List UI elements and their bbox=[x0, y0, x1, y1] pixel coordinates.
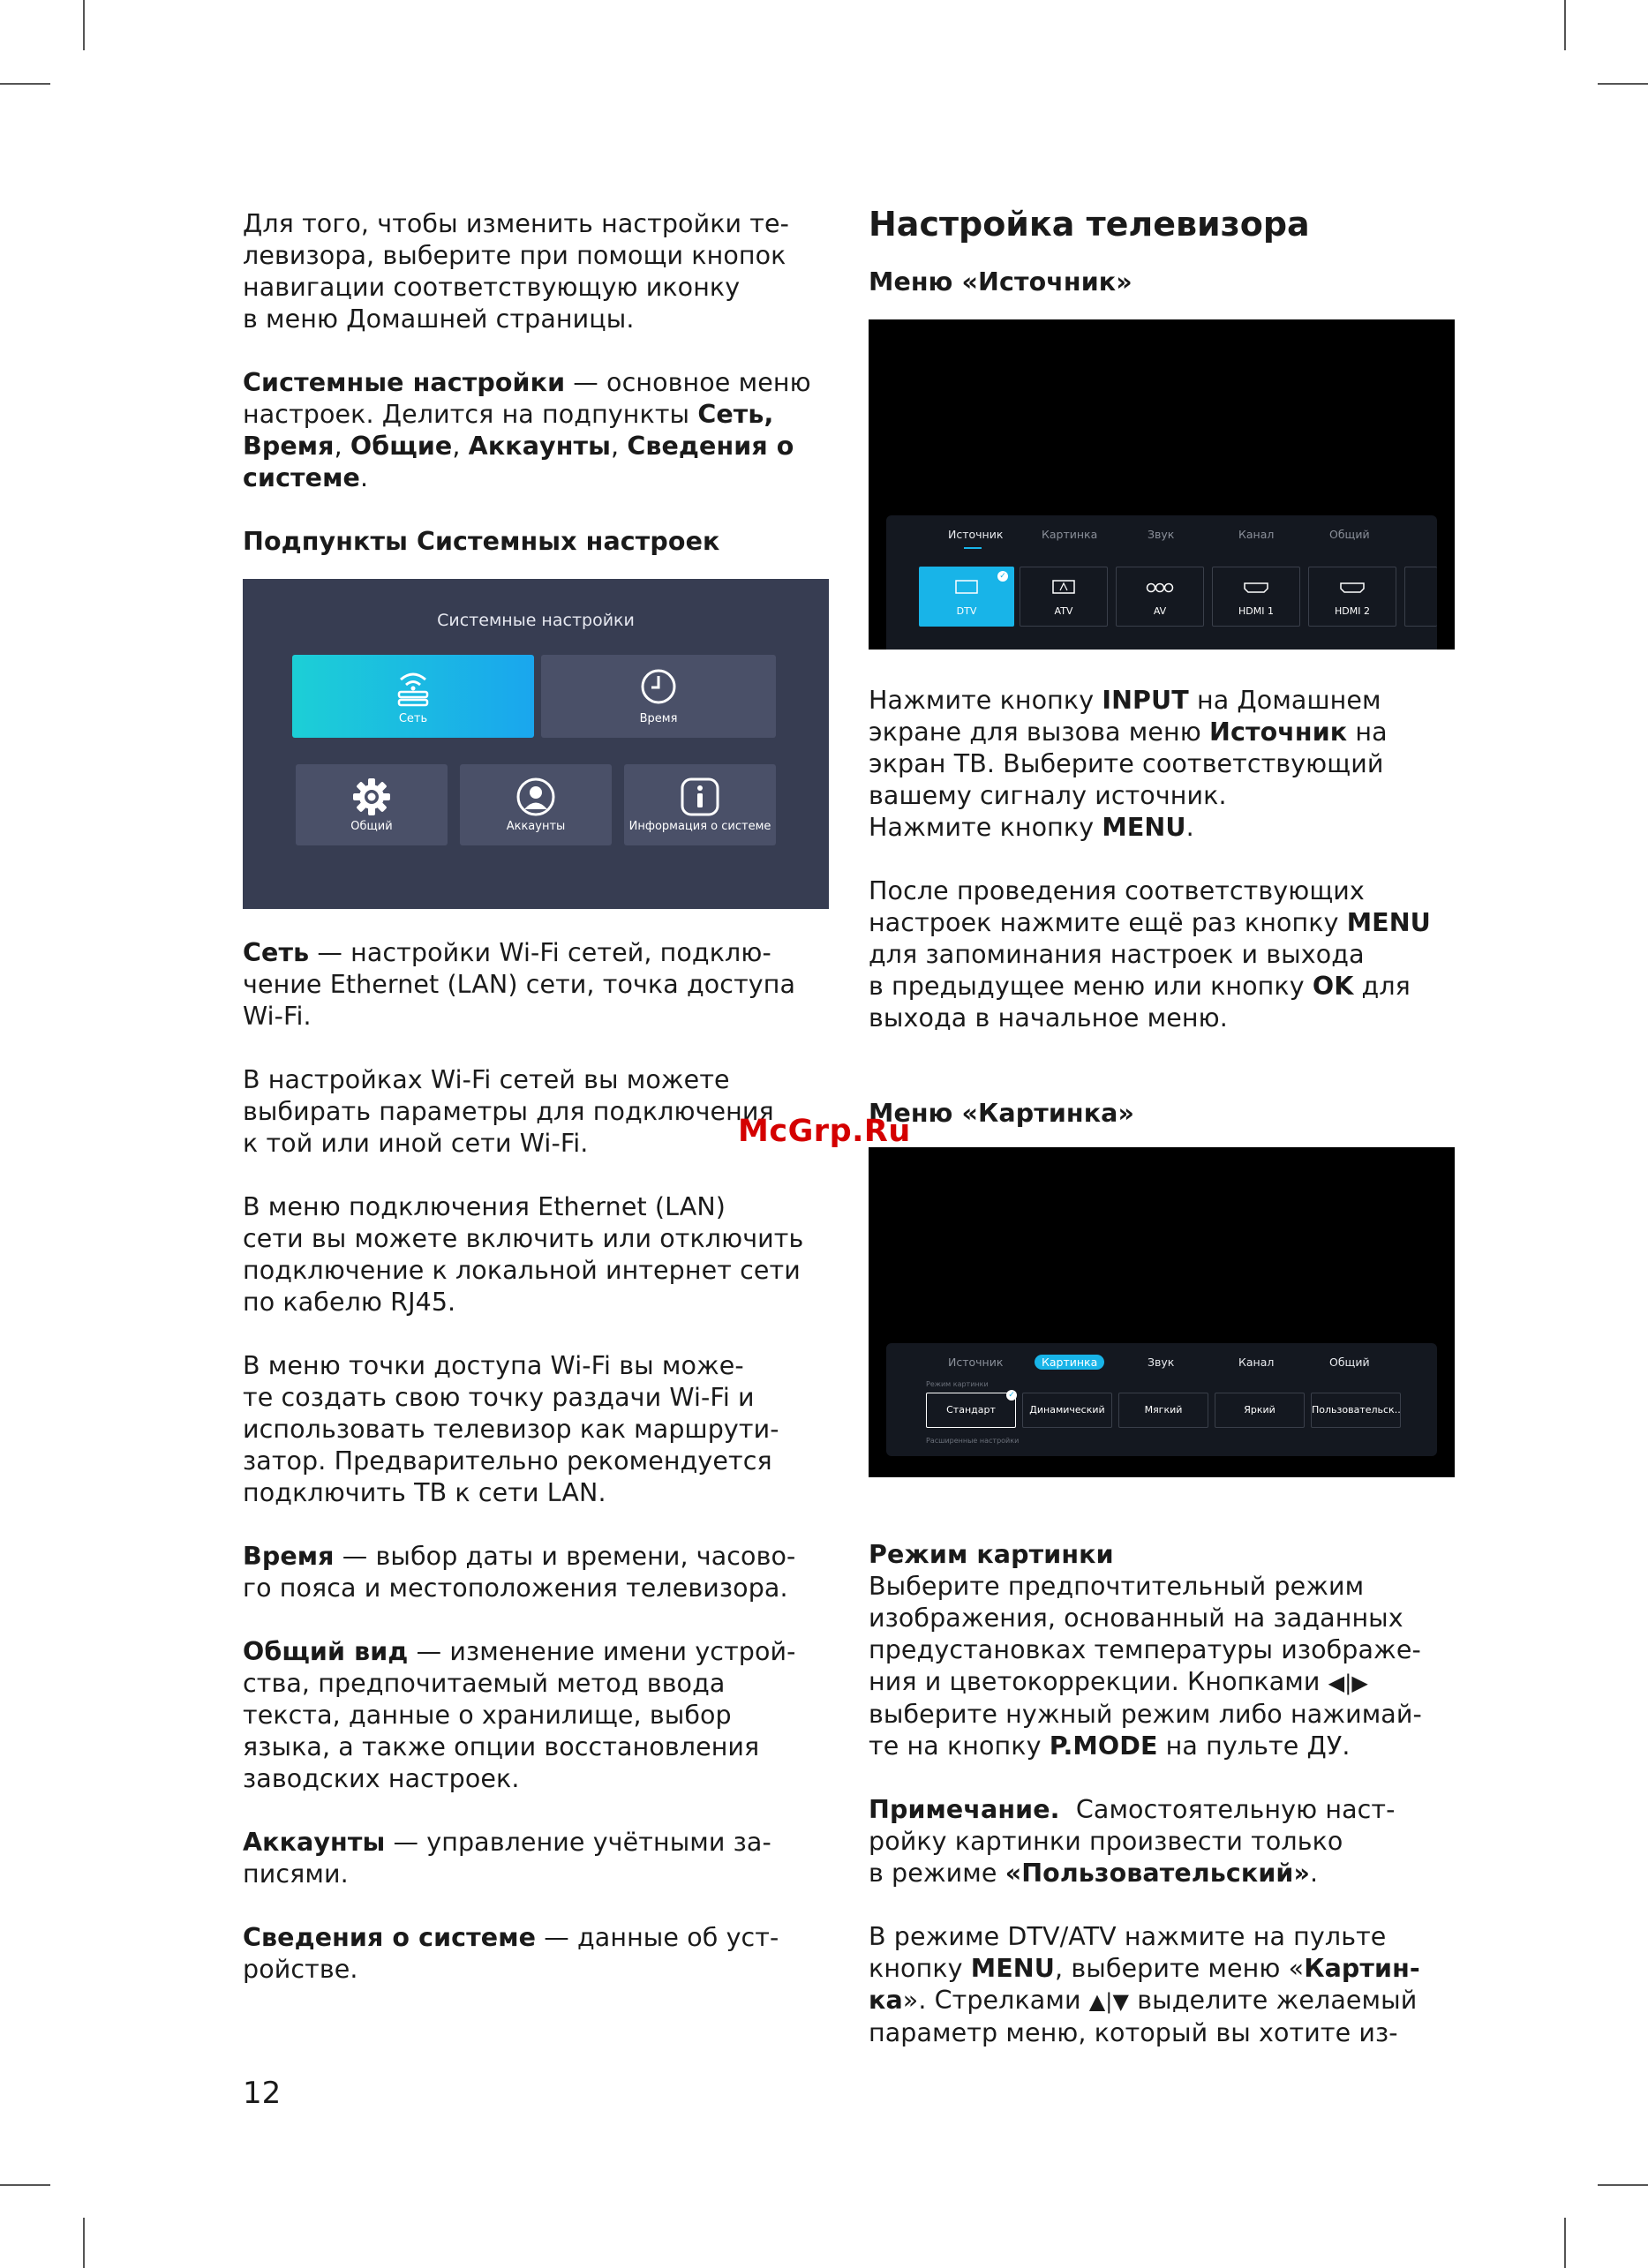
wifi-paragraph: В настройках Wi-Fi сетей вы можете выбирать параметры для подключения к той или иной сети Wi-Fi. bbox=[243, 1065, 774, 1158]
picture-menu-heading: Меню «Картинка» bbox=[869, 1099, 1135, 1128]
source-partial[interactable] bbox=[1404, 567, 1437, 627]
right-column bbox=[869, 201, 1456, 2049]
hdmi-icon bbox=[1338, 580, 1366, 596]
menu-tabs bbox=[886, 1356, 1437, 1377]
tile-label: Сеть bbox=[398, 712, 428, 725]
tab-general[interactable]: Общий bbox=[1329, 1356, 1370, 1369]
picture-mode-label: Режим картинки bbox=[926, 1380, 989, 1388]
up-down-arrows-icon: ▲|▼ bbox=[1088, 1989, 1130, 2014]
clock-icon bbox=[637, 667, 680, 711]
crop-mark bbox=[83, 0, 85, 50]
crop-mark bbox=[1564, 0, 1566, 50]
picture-mode-paragraph: Режим картинки Выберите предпочтительный режим изображения, основанный на заданных предустановках температуры изображе- ния и цветокоррекции. Кнопками ◀|▶ выберите нужный режим либо нажимай- те на кнопку P.MODE на пульте ДУ. bbox=[869, 1540, 1422, 1761]
crop-mark bbox=[0, 2184, 50, 2186]
hotspot-paragraph: В меню точки доступа Wi-Fi вы може- те создать свою точку раздачи Wi-Fi и использовать телевизор как маршрути- затор. Предварительно рекомендуется подключить ТВ к сети LAN. bbox=[243, 1351, 779, 1507]
menu-tabs bbox=[886, 528, 1437, 549]
crop-mark bbox=[0, 83, 50, 85]
tab-sound[interactable]: Звук bbox=[1148, 1356, 1175, 1369]
time-paragraph: Время — выбор даты и времени, часово- го пояса и местоположения телевизора. bbox=[243, 1542, 796, 1603]
tile-time[interactable] bbox=[541, 655, 776, 738]
crop-mark bbox=[1598, 83, 1648, 85]
tab-channel[interactable]: Канал bbox=[1238, 1356, 1275, 1369]
page-title: Настройка телевизора bbox=[869, 205, 1310, 244]
check-icon: ✓ bbox=[1006, 1390, 1017, 1401]
tile-label: Общий bbox=[350, 820, 393, 833]
intro-paragraph: Для того, чтобы изменить настройки те- левизора, выберите при помощи кнопок навигации соответствующую иконку в меню Домашней страницы. bbox=[243, 209, 790, 334]
check-icon: ✓ bbox=[997, 571, 1008, 582]
tab-channel[interactable]: Канал bbox=[1238, 528, 1275, 541]
general-paragraph: Общий вид — изменение имени устрой- ства, предпочитаемый метод ввода текста, данные о хранилище, выбор языка, а также опции восстановления заводских настроек. bbox=[243, 1637, 796, 1793]
system-settings-screenshot bbox=[243, 579, 829, 909]
left-right-arrows-icon: ◀|▶ bbox=[1328, 1671, 1368, 1695]
mode-standard[interactable]: ✓ Стандарт bbox=[926, 1393, 1016, 1428]
sysinfo-paragraph: Сведения о системе — данные об уст- ройстве. bbox=[243, 1923, 779, 1984]
tile-accounts[interactable] bbox=[460, 764, 612, 845]
tile-network[interactable] bbox=[292, 655, 534, 738]
source-hdmi1[interactable]: HDMI 1 bbox=[1212, 567, 1300, 627]
crop-mark bbox=[83, 2218, 85, 2268]
system-settings-paragraph: Системные настройки — основное меню настроек. Делится на подпункты Сеть, Время, Общие, Аккаунты, Сведения о системе. bbox=[243, 368, 811, 492]
tile-label: Время bbox=[639, 712, 678, 725]
network-paragraph: Сеть — настройки Wi-Fi сетей, подклю- чение Ethernet (LAN) сети, точка доступа Wi-Fi. bbox=[243, 938, 796, 1031]
tab-source[interactable]: Источник bbox=[948, 528, 1004, 541]
source-atv[interactable]: ATV bbox=[1020, 567, 1108, 627]
watermark: McGrp.Ru bbox=[738, 1114, 911, 1149]
tab-sound[interactable]: Звук bbox=[1148, 528, 1175, 541]
picture-menu-screenshot bbox=[869, 1147, 1455, 1477]
router-icon bbox=[392, 667, 434, 711]
antenna-icon bbox=[1051, 580, 1076, 596]
screen-title: Системные настройки bbox=[437, 611, 635, 630]
source-dtv[interactable]: ✓ DTV bbox=[919, 567, 1014, 627]
note-paragraph: Примечание. Самостоятельную наст- ройку картинки произвести только в режиме «Пользовательский». bbox=[869, 1795, 1396, 1888]
source-hdmi2[interactable]: HDMI 2 bbox=[1308, 567, 1396, 627]
left-column bbox=[243, 208, 830, 1986]
hdmi-icon bbox=[1242, 580, 1270, 596]
source-menu-heading: Меню «Источник» bbox=[869, 267, 1133, 297]
source-av[interactable]: AV bbox=[1116, 567, 1204, 627]
tab-picture[interactable]: Картинка bbox=[1042, 528, 1098, 541]
menu-panel bbox=[886, 1343, 1437, 1456]
tab-source[interactable]: Источник bbox=[948, 1356, 1004, 1369]
after-settings-paragraph: После проведения соответствующих настроек нажмите ещё раз кнопку MENU для запоминания настроек и выхода в предыдущее меню или кнопку OK для выхода в начальное меню. bbox=[869, 876, 1431, 1033]
picture-mode-heading: Режим картинки bbox=[869, 1540, 1114, 1569]
menu-panel bbox=[886, 515, 1437, 650]
tab-general[interactable]: Общий bbox=[1329, 528, 1370, 541]
crop-mark bbox=[1564, 2218, 1566, 2268]
accounts-paragraph: Аккаунты — управление учётными за- писями. bbox=[243, 1828, 771, 1889]
user-icon bbox=[515, 777, 556, 821]
dtv-atv-paragraph: В режиме DTV/ATV нажмите на пульте кнопку MENU, выберите меню «Картин- ка». Стрелками ▲|▼ выделите желаемый параметр меню, который вы хотите из- bbox=[869, 1922, 1420, 2047]
page-number: 12 bbox=[243, 2076, 282, 2111]
input-paragraph: Нажмите кнопку INPUT на Домашнем экране для вызова меню Источник на экран ТВ. Выберите соответствующий вашему сигналу источник. Нажмите кнопку MENU. bbox=[869, 686, 1388, 842]
mode-dynamic[interactable]: Динамический bbox=[1022, 1393, 1112, 1428]
info-icon bbox=[680, 777, 720, 821]
ethernet-paragraph: В меню подключения Ethernet (LAN) сети вы можете включить или отключить подключение к локальной интернет сети по кабелю RJ45. bbox=[243, 1192, 804, 1317]
tile-label: Аккаунты bbox=[506, 820, 566, 833]
crop-mark bbox=[1598, 2184, 1648, 2186]
mode-bright[interactable]: Яркий bbox=[1215, 1393, 1305, 1428]
source-menu-screenshot bbox=[869, 319, 1455, 650]
mode-custom[interactable]: Пользовательск.. bbox=[1311, 1393, 1401, 1428]
subitems-heading: Подпункты Системных настроек bbox=[243, 527, 720, 556]
advanced-settings-label: Расширенные настройки bbox=[926, 1437, 1020, 1445]
tv-icon bbox=[954, 580, 979, 596]
tile-general[interactable] bbox=[296, 764, 448, 845]
av-jacks-icon bbox=[1145, 580, 1175, 596]
tile-label: Информация о системе bbox=[628, 820, 771, 833]
gear-icon bbox=[351, 777, 392, 821]
active-tab-indicator bbox=[964, 547, 982, 549]
tile-system-info[interactable] bbox=[624, 764, 776, 845]
mode-soft[interactable]: Мягкий bbox=[1118, 1393, 1208, 1428]
tab-picture[interactable]: Картинка bbox=[1035, 1355, 1104, 1370]
